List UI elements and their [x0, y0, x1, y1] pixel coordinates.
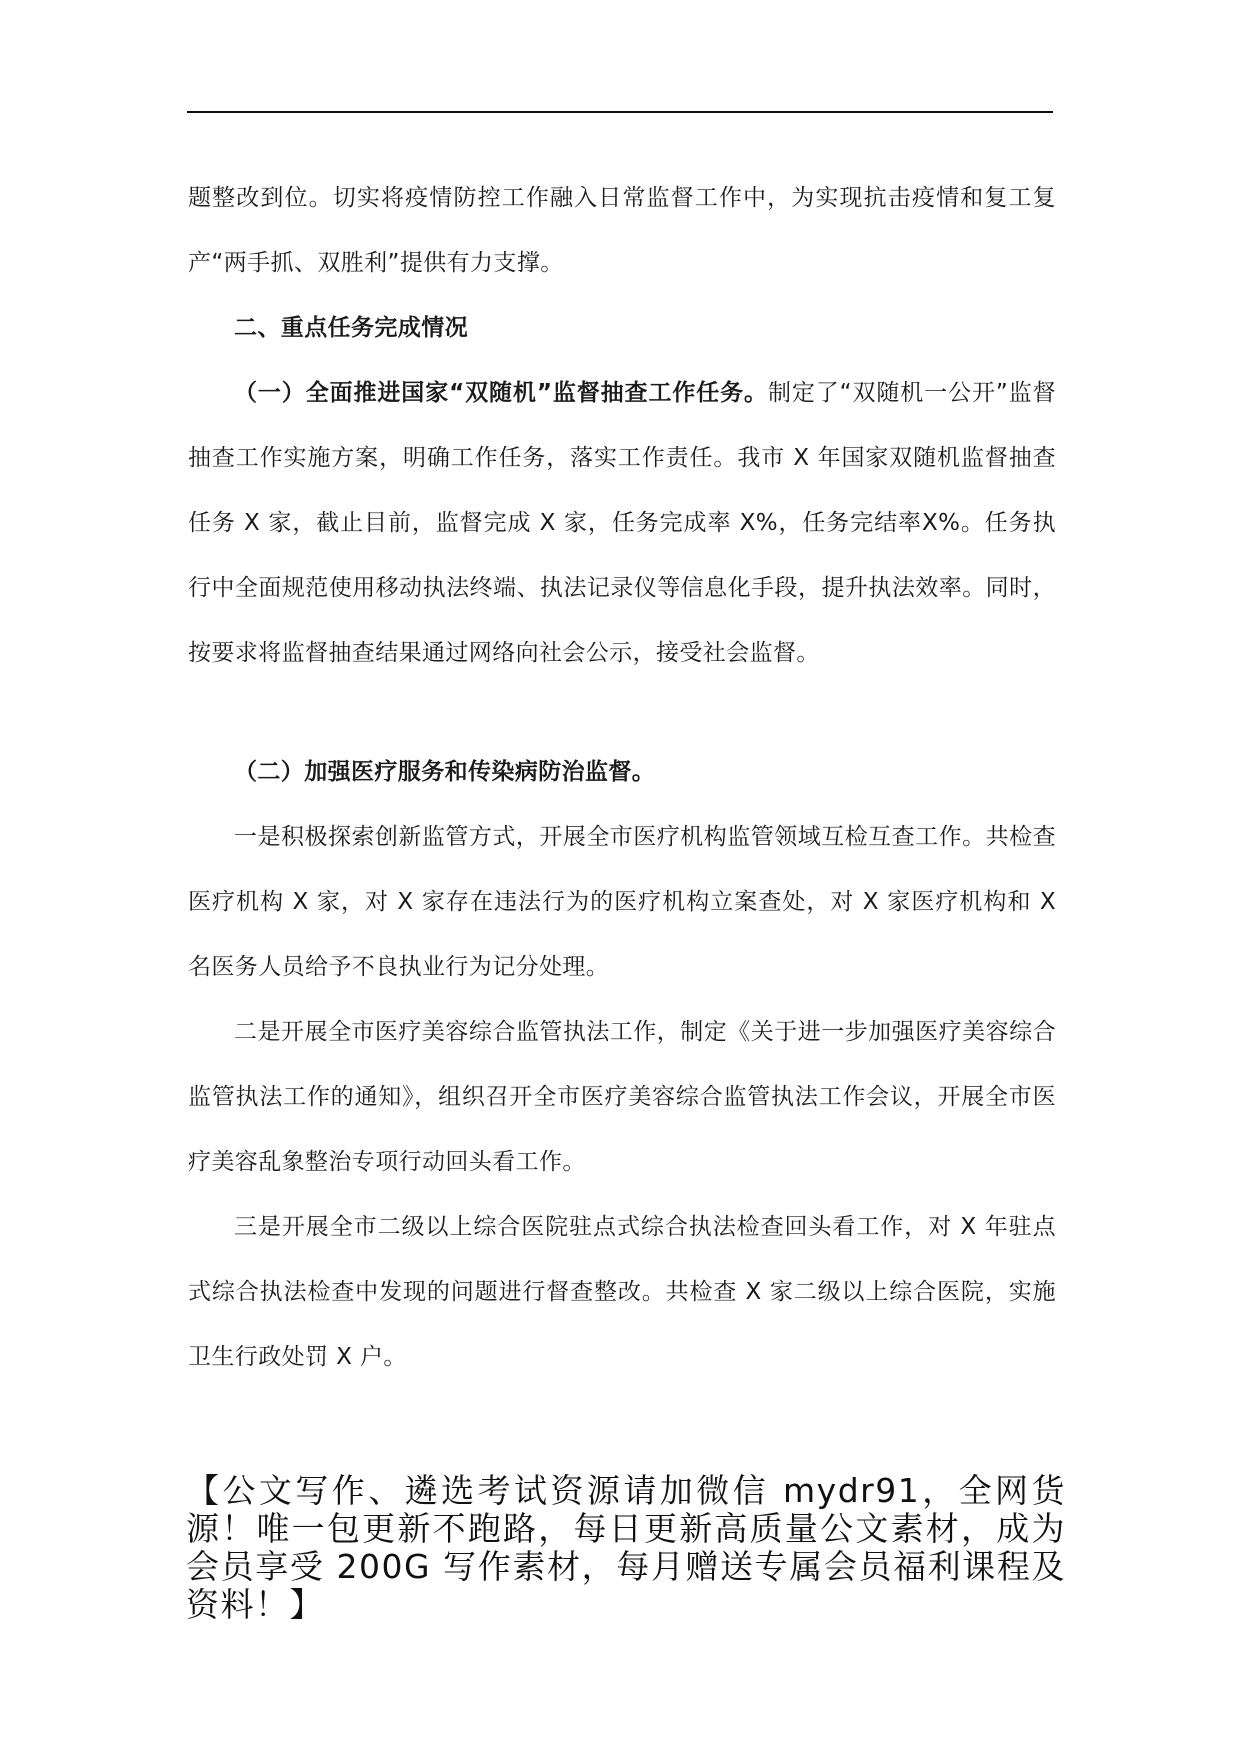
subheading-medical-supervision: （二）加强医疗服务和传染病防治监督。 — [234, 759, 656, 785]
section-heading-key-tasks: 二、重点任务完成情况 — [234, 315, 468, 341]
paragraph-item-one: 一是积极探索创新监管方式，开展全市医疗机构监管领域互检互查工作。共检查医疗机构 X 家，对 X 家存在违法行为的医疗机构立案查处，对 X 家医疗机构和 X 名医务人员给予不良执业行为记分处理。 — [188, 824, 1056, 980]
subheading-double-random: （一）全面推进国家“双随机”监督抽查工作任务。 — [234, 380, 768, 406]
paragraph-double-random — [188, 361, 1056, 686]
paragraph-item-two: 二是开展全市医疗美容综合监管执法工作，制定《关于进一步加强医疗美容综合监管执法工作的通知》，组织召开全市医疗美容综合监管执法工作会议，开展全市医疗美容乱象整治专项行动回头看工作。 — [188, 1019, 1056, 1175]
paragraph-item-three: 三是开展全市二级以上综合医院驻点式综合执法检查回头看工作，对 X 年驻点式综合执法检查中发现的问题进行督查整改。共检查 X 家二级以上综合医院，实施卫生行政处罚 X 户。 — [188, 1214, 1056, 1370]
promo-notice: 【公文写作、遴选考试资源请加微信 mydr91，全网货源！唯一包更新不跑路，每日更新高质量公文素材，成为会员享受 200G 写作素材，每月赠送专属会员福利课程及资料！】 — [186, 1471, 1066, 1624]
paragraph-double-random-text: 制定了“双随机一公开”监督抽查工作实施方案，明确工作任务，落实工作责任。我市 X 年国家双随机监督抽查任务 X 家，截止目前，监督完成 X 家，任务完成率 X%，任务完结率X%。任务执行中全面规范使用移动执法终端、执法记录仪等信息化手段，提升执法效率。同时，按要求将监督抽查结果通过网络向社会公示，接受社会监督。 — [188, 380, 1056, 666]
paragraph-continuation: 题整改到位。切实将疫情防控工作融入日常监督工作中，为实现抗击疫情和复工复产“两手抓、双胜利”提供有力支撑。 — [188, 185, 1056, 276]
document-body — [188, 166, 1056, 1390]
header-rule — [187, 111, 1053, 113]
paragraph-gap — [188, 686, 1056, 740]
